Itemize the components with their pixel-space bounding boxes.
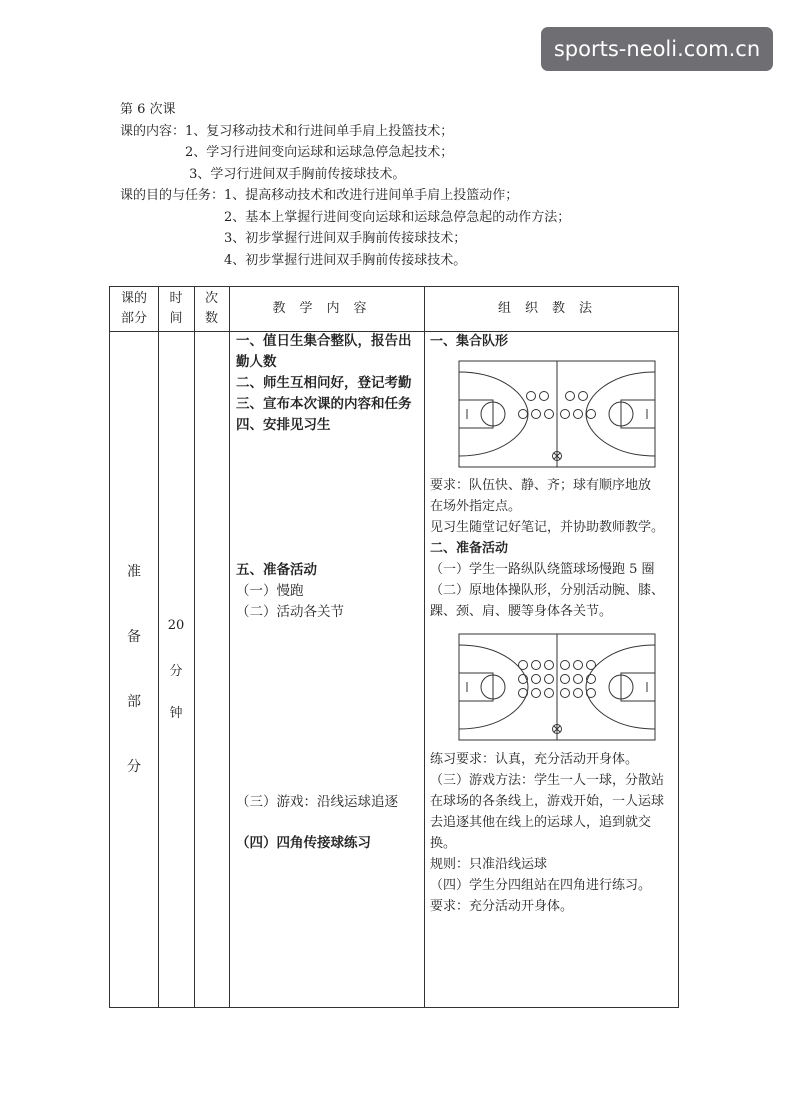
method-line: 练习要求：认真，充分活动开身体。 (430, 752, 639, 767)
content-passing (236, 833, 426, 854)
court-diagram-formation (458, 360, 656, 468)
header-line: 课的目的与任务：1、提高移动技术和改进行进间单手肩上投篮动作； (120, 188, 519, 203)
header-count-line1: 次 (204, 291, 218, 306)
header-count-line2: 数 (204, 311, 218, 326)
content-item: 四、安排见习生 (236, 417, 331, 433)
part-char: 部 (127, 694, 141, 710)
header-line: 2、基本上掌握行进间变向运球和运球急停急起的动作方法； (120, 209, 571, 225)
header-time-line1: 时 (169, 291, 183, 306)
content-item: （一）慢跑 (236, 583, 304, 599)
method-block-3 (430, 749, 680, 917)
method-heading: 二、准备活动 (430, 541, 509, 556)
part-char: 分 (127, 759, 141, 775)
header-line: 3、初步掌握行进间双手胸前传接球技术； (120, 231, 467, 246)
lesson-header (120, 99, 570, 271)
part-char: 准 (127, 564, 141, 580)
court-diagram-warmup (458, 633, 656, 741)
method-line: 在场外指定点。 (430, 499, 522, 514)
header-part (110, 287, 158, 333)
content-item: 三、宣布本次课的内容和任务 (236, 396, 412, 412)
header-line: 4、初步掌握行进间双手胸前传接球技术。 (120, 252, 467, 268)
header-time (158, 287, 194, 333)
lesson-title: 第 6 次课 (120, 102, 176, 117)
header-line: 课的内容：1、复习移动技术和行进间单手肩上投篮技术； (120, 123, 454, 139)
content-warmup (236, 560, 426, 623)
time-value: 20 (167, 618, 185, 633)
content-item: 五、准备活动 (236, 562, 317, 578)
time-unit: 分 (169, 664, 183, 679)
method-line: 见习生随堂记好笔记，并协助教师教学。 (430, 520, 665, 535)
method-line: （三）游戏方法：学生一人一球，分散站 (430, 773, 665, 788)
content-item: （四）四角传接球练习 (236, 835, 371, 851)
header-method: 组织教法 (497, 301, 606, 316)
watermark-badge: sports-neoli.com.cn (541, 27, 773, 71)
header-line: 2、学习行进间变向运球和运球急停急起技术； (120, 145, 454, 160)
content-intro (236, 331, 426, 436)
method-line: 规则：只准沿线运球 (430, 857, 548, 872)
content-item: 二、师生互相问好，登记考勤 (236, 375, 412, 391)
table-divider (194, 287, 195, 1007)
method-line: 踝、颈、肩、腰等身体各关节。 (430, 604, 613, 619)
method-line: 去追逐其他在线上的运球人，追到就交 (430, 815, 652, 830)
method-line: （二）原地体操队形，分别活动腕、膝、 (430, 583, 665, 598)
header-part-line2: 部分 (120, 311, 147, 326)
method-title-1 (430, 331, 680, 352)
content-item: 一、值日生集合整队，报告出 (236, 333, 412, 349)
method-line: 换。 (430, 836, 457, 851)
method-line: 要求：充分活动开身体。 (430, 899, 574, 914)
header-part-line1: 课的 (120, 291, 147, 306)
time-unit: 钟 (169, 706, 183, 721)
method-line: 在球场的各条线上，游戏开始，一人运球 (430, 794, 665, 809)
content-game (236, 792, 426, 813)
table-divider (229, 287, 230, 1007)
method-heading: 一、集合队形 (430, 334, 509, 349)
method-line: 要求：队伍快、静、齐；球有顺序地放 (430, 478, 652, 493)
method-line: （一）学生一路纵队绕篮球场慢跑 5 圈 (430, 562, 655, 577)
header-count (194, 287, 229, 333)
lesson-plan-table (109, 286, 679, 1008)
content-item: 勤人数 (236, 354, 277, 370)
header-time-line2: 间 (169, 311, 183, 326)
method-line: （四）学生分四组站在四角进行练习。 (430, 878, 652, 893)
content-item: （二）活动各关节 (236, 604, 344, 620)
content-item: （三）游戏：沿线运球追逐 (236, 794, 398, 810)
header-line: 3、学习行进间双手胸前传接球技术。 (120, 166, 406, 182)
header-content: 教学内容 (272, 301, 381, 316)
part-label (110, 561, 158, 821)
method-block-1 (430, 475, 680, 622)
time-label (158, 618, 194, 744)
part-char: 备 (127, 629, 141, 645)
